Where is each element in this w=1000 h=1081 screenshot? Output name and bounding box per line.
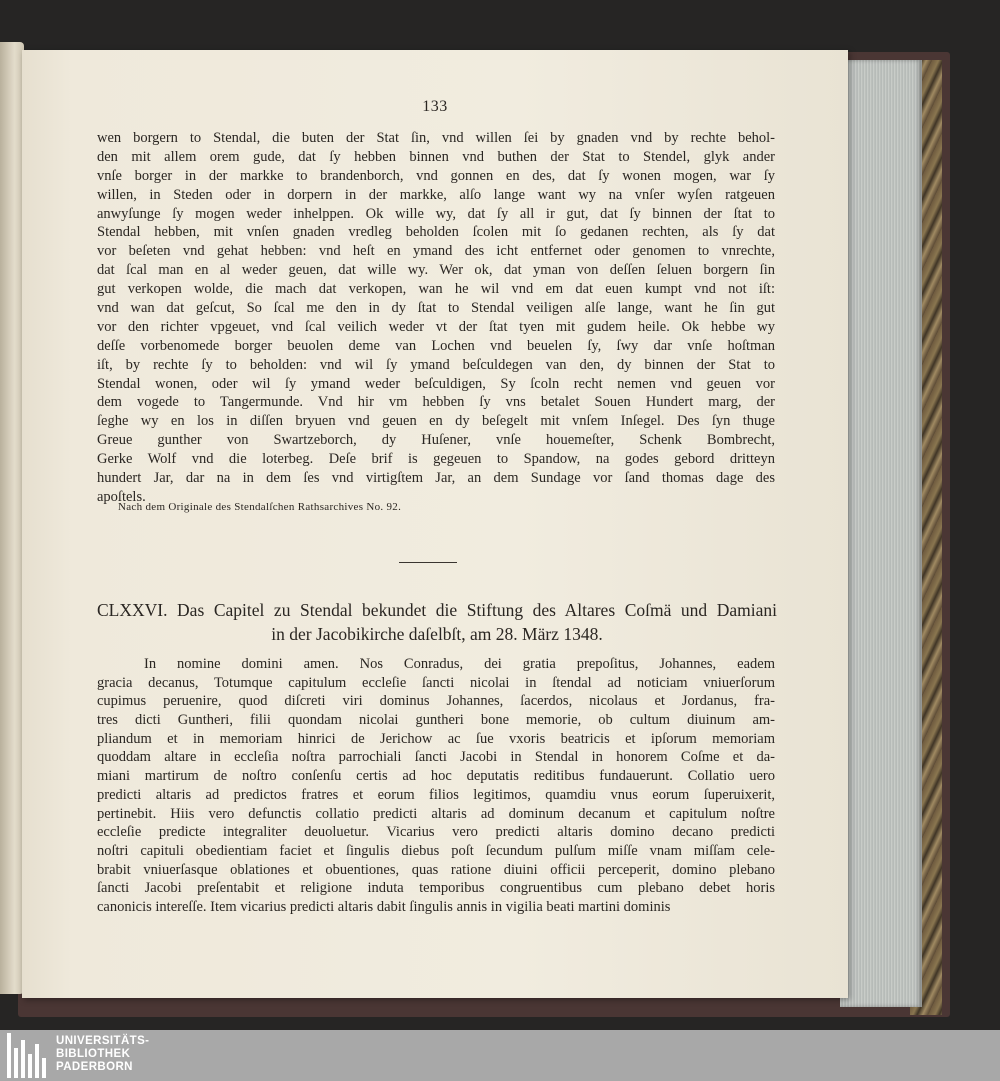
logo-text-line-1: UNIVERSITÄTS- (56, 1035, 150, 1047)
logo-bar (7, 1033, 11, 1078)
document-heading (97, 598, 777, 646)
text-line: Gerke Wolf vnd die loterbeg. Deſe brif is gegeuen to Spandow, na godes gebord dritteyn (97, 451, 775, 468)
text-line: apoſtels. (97, 488, 146, 505)
document-body-lower (97, 655, 775, 917)
text-line: vnd wan dat geſcut, So ſcal me den in dy ſtat to Stendal veiligen alſe lange, want he ſin gut (97, 300, 775, 317)
heading-line-2: in der Jacobikirche daſelbſt, am 28. März 1348. (271, 624, 603, 644)
logo-text-line-3: PADERBORN (56, 1061, 133, 1073)
text-line: den mit allem orem gude, dat ſy hebben binnen vnd buthen der Stat to Stendel, glyk ander (97, 148, 775, 165)
page-stack-edge (840, 60, 922, 1007)
logo-bar (35, 1044, 39, 1078)
text-line: gracia decanus, Totumque capitulum eccleſie ſancti nicolai in ſtendal ad noticiam vniuerſorum (97, 674, 775, 691)
text-line: Stendal wonen, oder wil ſy ymand weder beſculdigen, Sy ſcoln recht nemen vnd geuen vor (97, 375, 775, 392)
text-line: anwyſunge ſy mogen weder inhelppen. Ok wille wy, dat ſy all ir gut, dat ſy binnen der ſtat to (97, 205, 775, 222)
library-logo-icon (7, 1033, 49, 1078)
library-footer (0, 1030, 1000, 1081)
text-line: vnſe borger in der markke to brandenborch, vnd gonnen en des, dat ſy wonen mogen, war ſy (97, 167, 775, 184)
text-line: Stendal hebben, mit vnſen gnaden vredleg beholden ſcolen mit ſo gedanen rechten, als ſy dat (97, 224, 775, 241)
text-line: vor beſeten vnd gehat hebben: vnd heſt en ymand des icht entfernet oder genomen to vnrechte, (97, 243, 775, 260)
text-line: vor den richter vpgeuet, vnd ſcal veilich weder vt der ſtat tyen mit gudem heile. Ok hebbe wy (97, 318, 775, 335)
text-line: wen borgern to Stendal, die buten der Stat ſin, vnd willen ſei by gnaden vnd by rechte behol- (97, 130, 775, 146)
text-line: iſt, by rechte ſy to beholden: vnd wil ſy ymand beſculdegen van den, dy binnen der Stat to (97, 356, 775, 373)
text-line: canonicis intereſſe. Item vicarius predicti altaris dabit ſingulis annis in vigilia beati martini dominis (97, 898, 671, 915)
section-divider (399, 562, 457, 563)
text-line: dem vogede to Tangermunde. Vnd hir vm hebben ſy vns betalet Souen Hundert marg, der (97, 394, 775, 411)
text-line: In nomine domini amen. Nos Conradus, dei gratia prepoſitus, Johannes, eadem (144, 656, 775, 672)
text-line: ſancti Jacobi preſentabit et religione induta temporibus congruentibus cum plebano debet horis (97, 880, 775, 897)
logo-bar (21, 1040, 25, 1078)
text-line: willen, in Steden oder in dorpern in der markke, alſo lange want wy na vnſer wyſen ratgeuen (97, 186, 775, 203)
text-line: pertinebit. Hiis vero defunctis collatio predicti altaris ad dominum decanum et capitulum noſtre (97, 805, 775, 822)
text-line: predicti altaris ad predictos fratres et eorum filios legitimos, quamdiu vnus eorum ſuperuixerit, (97, 786, 775, 803)
text-line: gut verkopen wolde, die mach dat verkopen, wan he wil vnd em dat euen kumpt vnd not iſt: (97, 281, 775, 298)
logo-bar (42, 1058, 46, 1078)
text-line: pliandum et in memoriam hinrici de Jerichow ac ſue vxoris beatricis et ipſorum memoriam (97, 730, 775, 747)
text-line: noſtri capituli obedientiam faciet et ſingulis diebus poſt ſecundum pulſum miſſe vnam miſſam cele- (97, 842, 775, 859)
book-page (22, 50, 848, 998)
text-line: dat ſcal man en al weder geuen, dat wille wy. Wer ok, dat yman von deſſen ſeluen borgern ſin (97, 262, 775, 279)
text-line: Greue gunther von Swartzeborch, dy Huſener, vnſe houemeſter, Schenk Bombrecht, (97, 432, 775, 449)
logo-bar (14, 1048, 18, 1078)
text-line: cupimus peruenire, quod diſcreti viri dominus Johannes, ſacerdos, nicolaus et Jordanus, fra- (97, 693, 775, 710)
text-line: ſeghe wy en los in diſſen bryuen vnd geuen en dy beſegelt mit vnſem Inſegel. Des ſyn thuge (97, 413, 775, 430)
left-page-edge (0, 42, 24, 994)
document-body-upper (97, 129, 775, 507)
text-line: tres dicti Guntheri, filii quondam nicolai guntheri bone memorie, ob cultum diuinum am- (97, 712, 775, 729)
text-line: brabit vniuerſasque oblationes et obuentiones, quas ratione diuini officii perceperit, domino plebano (97, 861, 775, 878)
text-line: hundert Jar, dar na in dem ſes vnd virtigſtem Jar, an dem Sundage vor ſand thomas dage des (97, 470, 775, 487)
page-number: 133 (422, 98, 448, 115)
heading-line-1: CLXXVI. Das Capitel zu Stendal bekundet die Stiftung des Altares Coſmä und Damiani (97, 600, 777, 620)
text-line: deſſe vorbenomede borger beuolen deme van Lochen vnd beuelen ſy, ſwy dar vnſe hoſtman (97, 337, 775, 354)
text-line: quoddam altare in eccleſia noſtra parrochiali ſancti Jacobi in Stendal in honorem Coſme et da- (97, 749, 775, 766)
text-line: miani martirum de noſtro conſenſu certis ad hoc deputatis reditibus fundauerunt. Collatio uero (97, 768, 775, 785)
logo-bar (28, 1054, 32, 1078)
logo-text-line-2: BIBLIOTHEK (56, 1048, 131, 1060)
source-note: Nach dem Originale des Stendalſchen Rathsarchives No. 92. (118, 501, 402, 513)
text-line: eccleſie predicte integraliter deuoluetur. Vicarius vero predicti altaris domino decano predicti (97, 824, 775, 841)
